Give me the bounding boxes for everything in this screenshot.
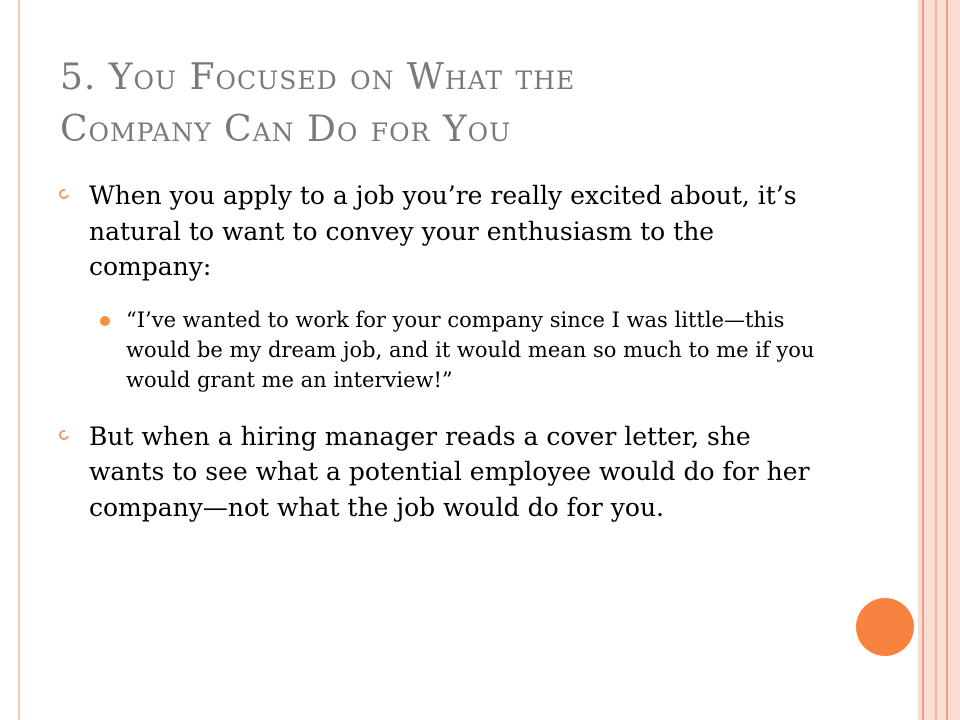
- open-circle-bullet-icon: [57, 428, 71, 442]
- sub-bullet-item: [58, 305, 818, 395]
- bullet-text: When you apply to a job you’re really excited about, it’s natural to want to convey your enthusiasm to the company:: [89, 181, 797, 281]
- sub-bullet-text: “I’ve wanted to work for your company since I was little—this would be my dream job, and it would mean so much to me if you would grant me an interview!”: [126, 307, 815, 392]
- bullet-item: [58, 419, 818, 526]
- open-circle-bullet-icon: [57, 187, 71, 201]
- left-decorative-rule: [18, 0, 20, 720]
- right-decorative-rule: [935, 0, 937, 720]
- slide-body: [58, 178, 818, 545]
- right-decorative-rule: [946, 0, 948, 720]
- filled-circle-bullet-icon: [100, 316, 110, 326]
- orange-accent-circle: [856, 598, 914, 656]
- bullet-item: [58, 178, 818, 285]
- slide-title: [60, 52, 860, 156]
- slide-title-line-1: 5. You Focused on What the: [60, 57, 576, 98]
- right-decorative-band: [918, 0, 960, 720]
- slide-title-line-2: Company Can Do for You: [60, 109, 512, 150]
- right-decorative-rule: [922, 0, 924, 720]
- bullet-text: But when a hiring manager reads a cover letter, she wants to see what a potential employee would do for her company—not what the job would do for you.: [89, 421, 810, 522]
